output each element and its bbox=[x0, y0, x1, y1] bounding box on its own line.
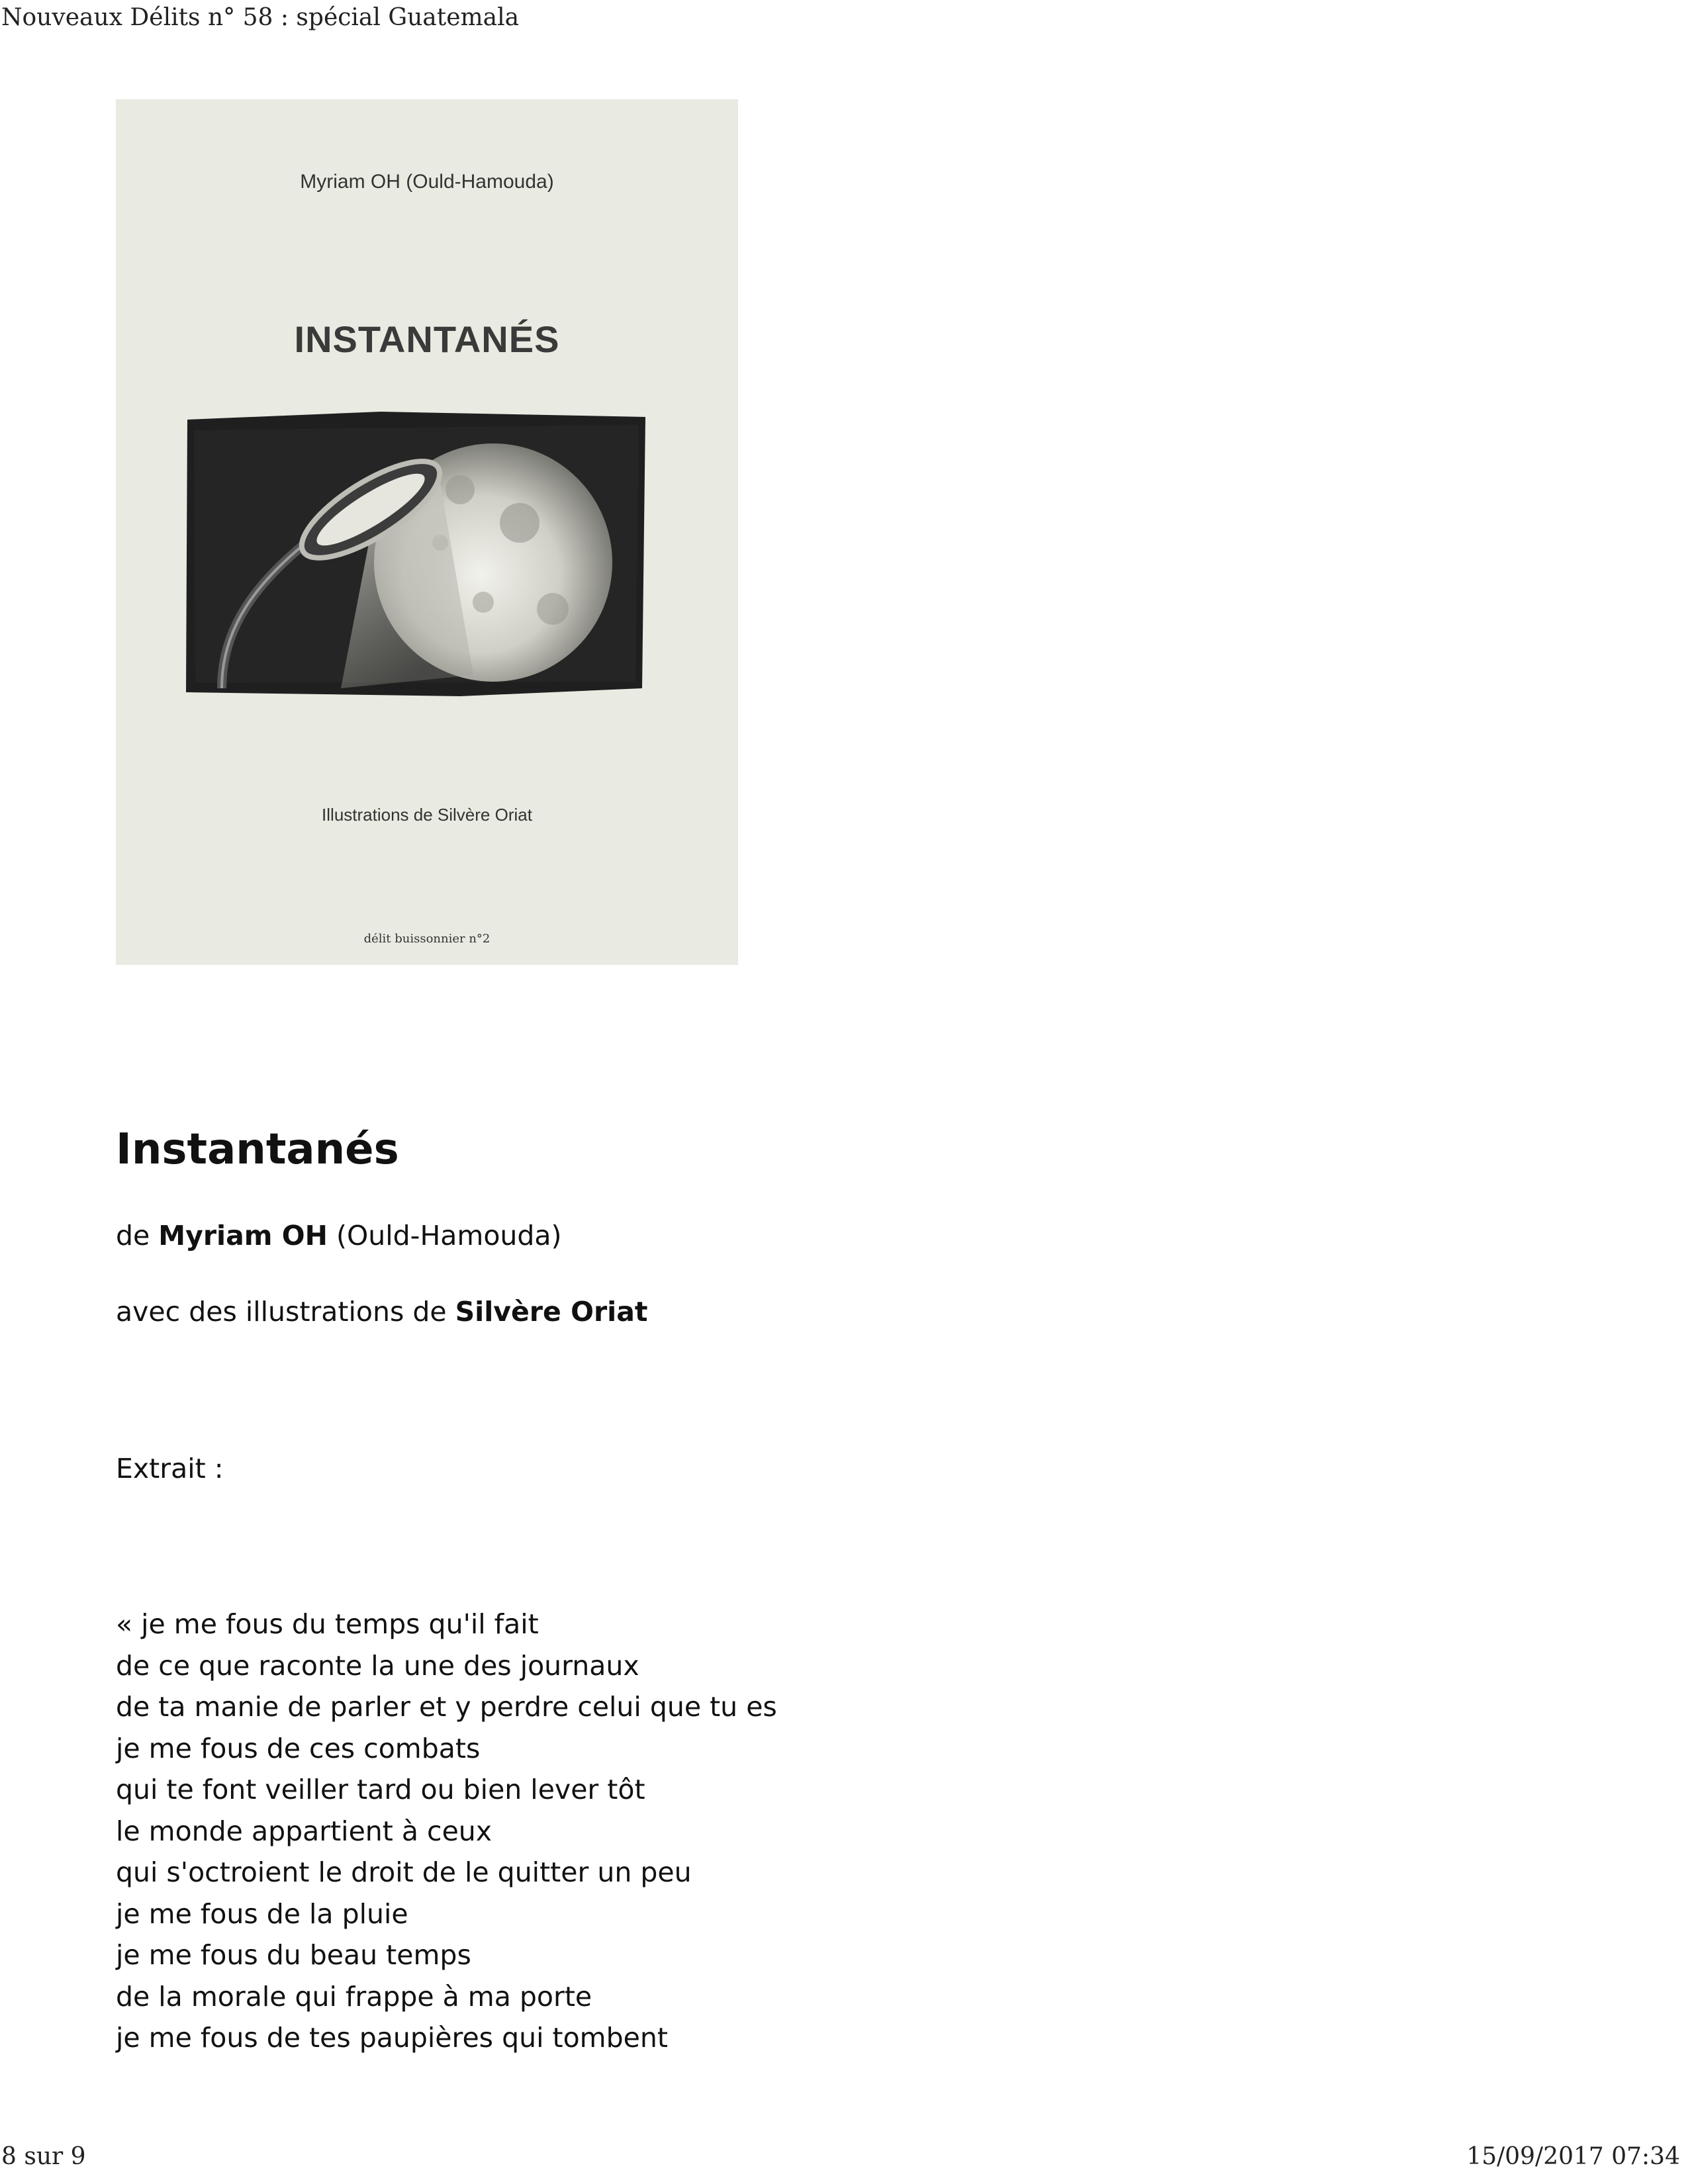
poem-line: de ta manie de parler et y perdre celui que tu es bbox=[116, 1691, 777, 1723]
poem-line: je me fous du beau temps bbox=[116, 1939, 471, 1971]
cover-title: INSTANTANÉS bbox=[294, 318, 560, 360]
poem-line: je me fous de tes paupières qui tombent bbox=[116, 2022, 668, 2054]
poem-line: « je me fous du temps qu'il fait bbox=[116, 1608, 539, 1640]
cover-author: Myriam OH (Ould-Hamouda) bbox=[300, 171, 554, 193]
cover-series-label: délit buissonnier n°2 bbox=[363, 932, 491, 946]
poem-excerpt bbox=[116, 1604, 777, 2059]
poem-line: de ce que raconte la une des journaux bbox=[116, 1649, 639, 1682]
poem-line: qui te font veiller tard ou bien lever tôt bbox=[116, 1774, 645, 1805]
poem-line: le monde appartient à ceux bbox=[116, 1815, 492, 1847]
author-suffix: (Ould-Hamouda) bbox=[336, 1220, 562, 1251]
article-title: Instantanés bbox=[116, 1125, 399, 1174]
illus-prefix: avec des illustrations de bbox=[116, 1296, 447, 1328]
moon-lamp-illustration bbox=[182, 410, 649, 698]
illustrator-line bbox=[116, 1296, 648, 1328]
print-header-title: Nouveaux Délits n° 58 : spécial Guatemala bbox=[1, 4, 520, 31]
by-prefix: de bbox=[116, 1220, 150, 1251]
poem-line: qui s'octroient le droit de le quitter un peu bbox=[116, 1856, 692, 1888]
author-name: Myriam OH bbox=[158, 1220, 328, 1251]
poem-line: de la morale qui frappe à ma porte bbox=[116, 1980, 592, 2013]
print-datetime: 15/09/2017 07:34 bbox=[1466, 2143, 1680, 2170]
page-indicator: 8 sur 9 bbox=[1, 2143, 86, 2170]
cover-illustrator: Illustrations de Silvère Oriat bbox=[322, 805, 532, 825]
author-line bbox=[116, 1220, 562, 1251]
extract-label: Extrait : bbox=[116, 1453, 224, 1484]
poem-line: je me fous de ces combats bbox=[116, 1732, 481, 1764]
book-cover-image bbox=[116, 99, 738, 965]
poem-line: je me fous de la pluie bbox=[116, 1897, 408, 1930]
illustrator-name: Silvère Oriat bbox=[455, 1296, 648, 1328]
